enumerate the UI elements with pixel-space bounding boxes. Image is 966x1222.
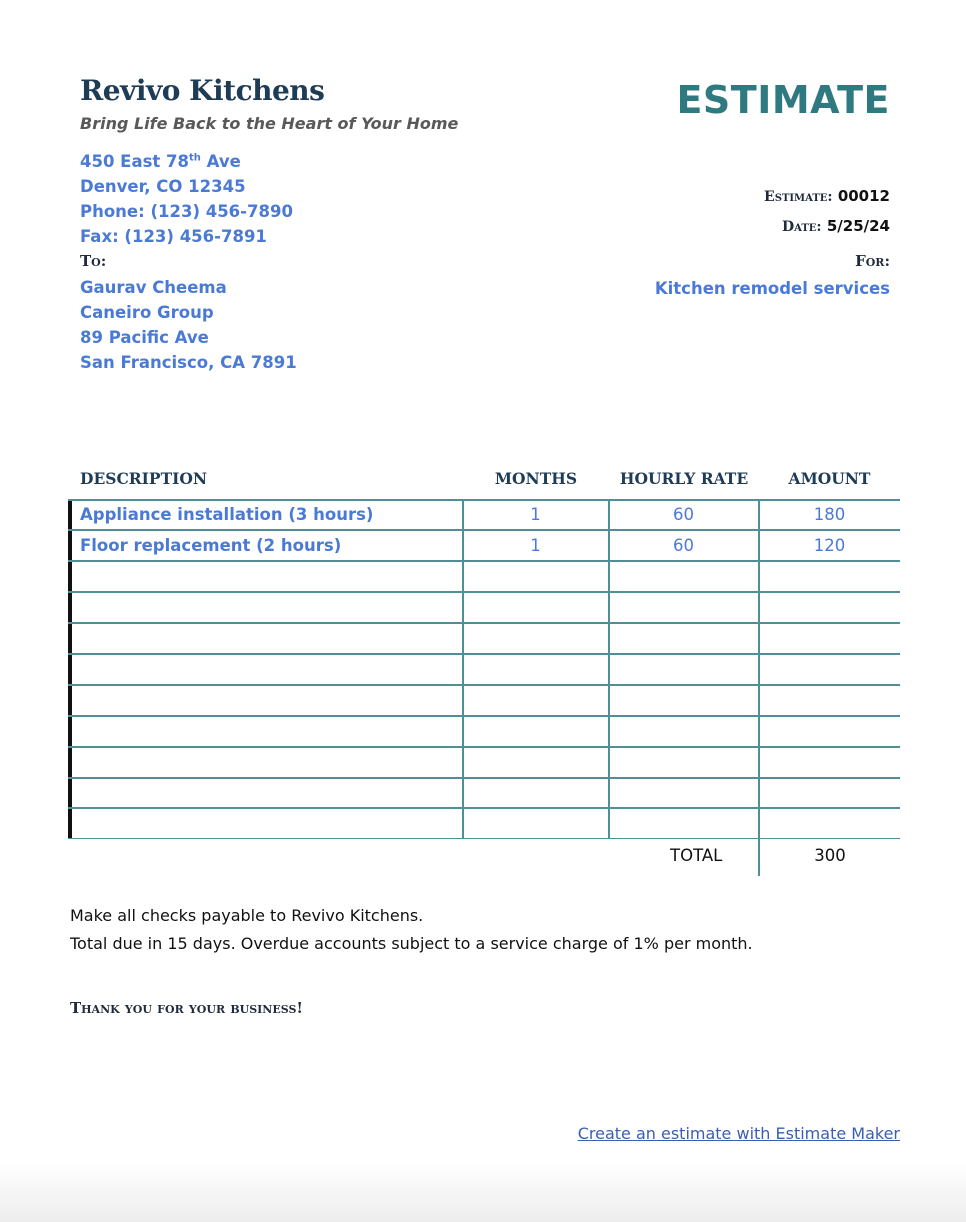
header-hourly-rate: HOURLY RATE <box>619 469 749 488</box>
client-company: Caneiro Group <box>80 303 214 322</box>
row-divider <box>68 684 900 686</box>
client-city: San Francisco, CA 7891 <box>80 353 297 372</box>
estimate-maker-link[interactable]: Create an estimate with Estimate Maker <box>577 1124 900 1143</box>
total-value: 300 <box>814 846 846 865</box>
row-2-rate: 60 <box>673 536 694 555</box>
total-label: TOTAL <box>670 846 723 865</box>
table-left-border <box>68 499 72 839</box>
row-1-amount: 180 <box>813 505 846 524</box>
document-title: ESTIMATE <box>676 78 890 122</box>
for-label: For: <box>855 252 890 270</box>
to-label: To: <box>80 252 107 270</box>
row-1-description: Appliance installation (3 hours) <box>80 505 374 524</box>
row-1-months: 1 <box>530 505 541 524</box>
page-bottom-shade <box>0 1162 966 1222</box>
row-divider <box>68 499 900 501</box>
company-city: Denver, CO 12345 <box>80 177 246 196</box>
header-description: DESCRIPTION <box>80 469 208 488</box>
company-tagline: Bring Life Back to the Heart of Your Home <box>80 114 459 133</box>
estimate-number: Estimate: 00012 <box>764 187 890 205</box>
row-divider <box>68 591 900 593</box>
estimate-date: Date: 5/25/24 <box>782 217 890 235</box>
company-fax: Fax: (123) 456-7891 <box>80 227 267 246</box>
company-address: 450 East 78th Ave <box>80 152 241 171</box>
row-2-months: 1 <box>530 536 541 555</box>
for-value: Kitchen remodel services <box>654 279 890 298</box>
checks-note: Make all checks payable to Revivo Kitchens. <box>70 906 424 925</box>
row-divider <box>68 622 900 624</box>
line-items-table <box>68 499 900 839</box>
row-divider <box>68 653 900 655</box>
thank-you-note: Thank you for your business! <box>70 999 303 1017</box>
header-months: MONTHS <box>494 469 578 488</box>
row-divider <box>68 777 900 779</box>
row-divider <box>68 715 900 717</box>
row-1-rate: 60 <box>673 505 694 524</box>
row-divider <box>68 560 900 562</box>
row-divider <box>68 746 900 748</box>
client-name: Gaurav Cheema <box>80 278 227 297</box>
company-name: Revivo Kitchens <box>80 74 325 107</box>
header-amount: AMOUNT <box>788 469 871 488</box>
terms-note: Total due in 15 days. Overdue accounts subject to a service charge of 1% per month. <box>70 934 753 953</box>
row-2-amount: 120 <box>813 536 846 555</box>
client-street: 89 Pacific Ave <box>80 328 209 347</box>
row-divider <box>68 807 900 809</box>
row-2-description: Floor replacement (2 hours) <box>80 536 342 555</box>
row-divider <box>68 529 900 531</box>
company-phone: Phone: (123) 456-7890 <box>80 202 293 221</box>
row-divider <box>68 838 900 840</box>
